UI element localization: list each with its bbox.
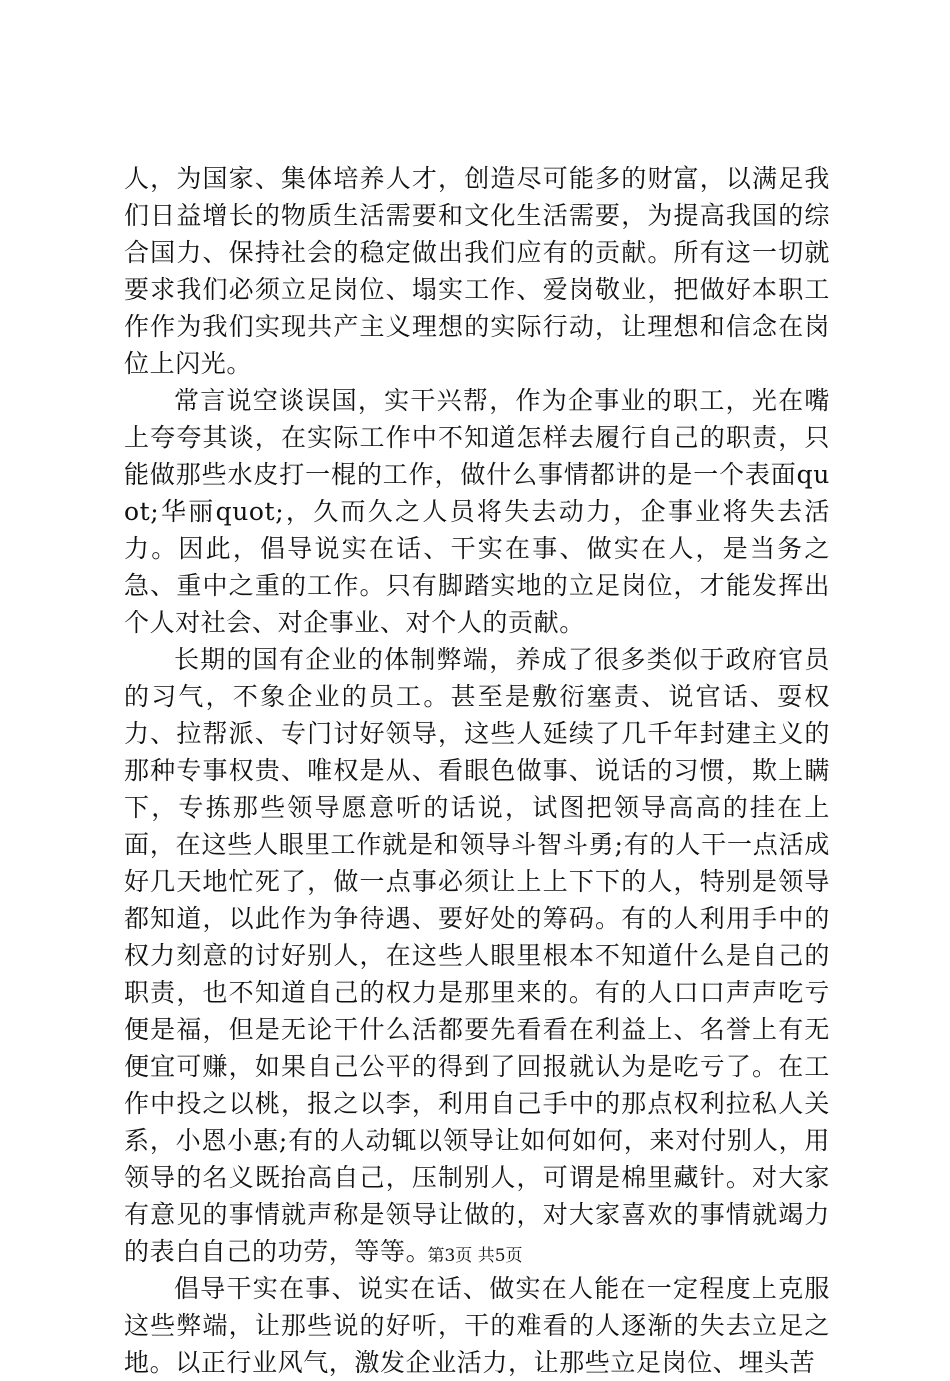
paragraph-3: 长期的国有企业的体制弊端，养成了很多类似于政府官员的习气，不象企业的员工。甚至是敷衍塞责、说官话、耍权力、拉帮派、专门讨好领导，这些人延续了几千年封建主义的那种专事权贵、唯权是从、看眼色做事、说话的习惯，欺上瞒下，专拣那些领导愿意听的话说，试图把领导高高的挂在上面，在这些人眼里工作就是和领导斗智斗勇;有的人干一点活成好几天地忙死了，做一点事必须让上上下下的人，特别是领导都知道，以此作为争待遇、要好处的筹码。有的人利用手中的权力刻意的讨好别人，在这些人眼里根本不知道什么是自己的职责，也不知道自己的权力是那里来的。有的人口口声声吃亏便是福，但是无论干什么活都要先看看在利益上、名誉上有无便宜可赚，如果自己公平的得到了回报就认为是吃亏了。在工作中投之以桃，报之以李，利用自己手中的那点权利拉私人关系，小恩小惠;有的人动辄以领导让如何如何，来对付别人，用领导的名义既抬高自己，压制别人，可谓是棉里藏针。对大家有意见的事情就声称是领导让做的，对大家喜欢的事情就竭力的表白自己的功劳，等等。 — [124, 645, 830, 1266]
paragraph-2: 常言说空谈误国，实干兴帮，作为企事业的职工，光在嘴上夸夸其谈，在实际工作中不知道怎样去履行自己的职责，只能做那些水皮打一棍的工作，做什么事情都讲的是一个表面quot;华丽quot;，久而久之人员将失去动力，企事业将失去活力。因此，倡导说实在话、干实在事、做实在人，是当务之急、重中之重的工作。只有脚踏实地的立足岗位，才能发挥出个人对社会、对企事业、对个人的贡献。 — [124, 386, 830, 637]
paragraph-4: 倡导干实在事、说实在话、做实在人能在一定程度上克服这些弊端，让那些说的好听，干的难看的人逐渐的失去立足之地。以正行业风气，激发企业活力，让那些立足岗位、埋头苦 — [124, 1274, 830, 1377]
paragraph-1: 人，为国家、集体培养人才，创造尽可能多的财富，以满足我们日益增长的物质生活需要和文化生活需要，为提高我国的综合国力、保持社会的稳定做出我们应有的贡献。所有这一切就要求我们必须立足岗位、塌实工作、爱岗敬业，把做好本职工作作为我们实现共产主义理想的实际行动，让理想和信念在岗位上闪光。 — [124, 164, 830, 378]
page-number-footer: 第3页 共5页 — [427, 1246, 523, 1266]
document-body — [124, 160, 830, 1381]
